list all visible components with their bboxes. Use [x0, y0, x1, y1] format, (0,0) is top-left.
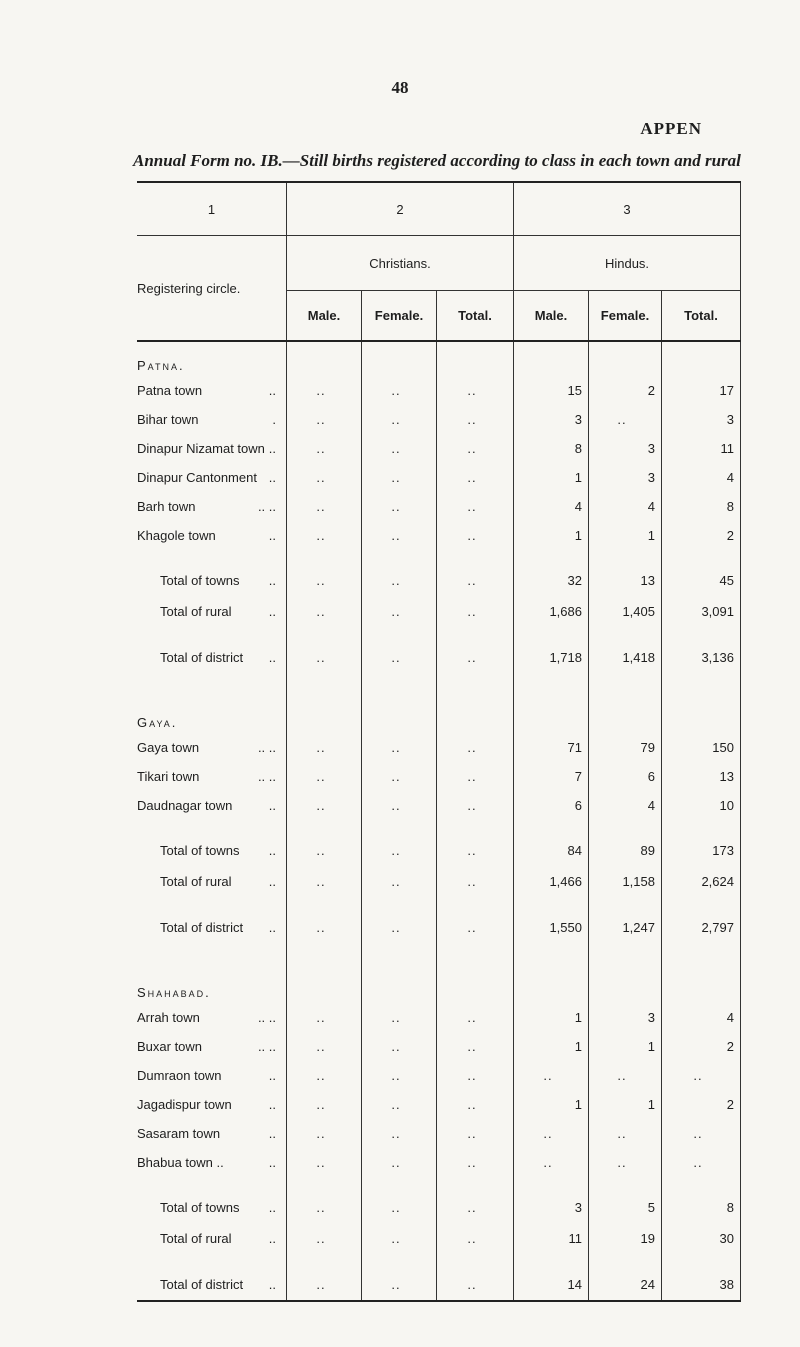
row-label-text: Total of district [160, 920, 244, 935]
spacer-row [137, 1177, 741, 1192]
value-cell: .. [437, 1032, 514, 1061]
value-cell: .. [437, 1269, 514, 1301]
district-header-row [137, 341, 741, 376]
value-cell: .. [437, 376, 514, 405]
value-cell: .. [362, 912, 437, 943]
value-cell: .. [437, 642, 514, 673]
row-label [137, 463, 287, 492]
row-label-text: Total of towns [160, 843, 240, 858]
value-cell: .. [437, 521, 514, 550]
leader-dots: .. [268, 528, 276, 543]
row-label [137, 1192, 287, 1223]
value-cell: .. [287, 1090, 362, 1119]
value-cell: 71 [514, 733, 589, 762]
value-cell: .. [287, 733, 362, 762]
row-label [137, 565, 287, 596]
row-label-text: Tikari town [137, 769, 200, 784]
column-number-3: 3 [514, 183, 741, 236]
value-cell: 1 [514, 1003, 589, 1032]
subheader-christian-total: Total. [437, 291, 514, 342]
subheader-christian-female: Female. [362, 291, 437, 342]
value-cell: .. [662, 1119, 741, 1148]
value-cell: .. [362, 733, 437, 762]
value-cell: 32 [514, 565, 589, 596]
value-cell: 38 [662, 1269, 741, 1301]
value-cell: .. [287, 1192, 362, 1223]
leader-dots: .. [268, 843, 276, 858]
value-cell: 1 [514, 1090, 589, 1119]
value-cell: .. [437, 1061, 514, 1090]
spacer-row [137, 1254, 741, 1269]
row-label-text: Total of district [160, 1277, 244, 1292]
value-cell: .. [437, 1119, 514, 1148]
bottom-rule [137, 1301, 741, 1302]
value-cell: .. [362, 791, 437, 820]
value-cell: .. [514, 1119, 589, 1148]
value-cell: .. [362, 1148, 437, 1177]
value-cell: 45 [662, 565, 741, 596]
row-label [137, 1090, 287, 1119]
registering-circle-label: Registering circle. [137, 280, 241, 296]
still-births-table [137, 181, 741, 1302]
value-cell: .. [437, 912, 514, 943]
table-row [137, 1003, 741, 1032]
value-cell: 1,158 [589, 866, 662, 897]
row-label [137, 434, 287, 463]
value-cell: 3 [589, 434, 662, 463]
row-label [137, 405, 287, 434]
value-cell: 3 [589, 463, 662, 492]
value-cell: 1 [514, 463, 589, 492]
row-label [137, 376, 287, 405]
row-label [137, 733, 287, 762]
leader-dots: .. [268, 383, 276, 398]
value-cell: 2 [662, 1090, 741, 1119]
row-label [137, 1032, 287, 1061]
value-cell: 13 [589, 565, 662, 596]
leader-dots: .. [268, 441, 276, 456]
table-row [137, 405, 741, 434]
value-cell: 2,797 [662, 912, 741, 943]
value-cell: 8 [662, 1192, 741, 1223]
column-number-1: 1 [207, 201, 216, 217]
value-cell: .. [589, 1119, 662, 1148]
value-cell: .. [362, 1003, 437, 1032]
value-cell: 4 [662, 1003, 741, 1032]
total-row [137, 642, 741, 673]
value-cell: 4 [589, 492, 662, 521]
value-cell: 1 [589, 1090, 662, 1119]
value-cell: 1,418 [589, 642, 662, 673]
row-label [137, 1003, 287, 1032]
table-row [137, 791, 741, 820]
value-cell: .. [287, 1032, 362, 1061]
value-cell: 1,686 [514, 596, 589, 627]
value-cell: .. [287, 521, 362, 550]
value-cell: .. [437, 1003, 514, 1032]
total-row [137, 912, 741, 943]
value-cell: .. [362, 1269, 437, 1301]
value-cell: .. [362, 521, 437, 550]
value-cell: .. [437, 866, 514, 897]
value-cell: .. [662, 1148, 741, 1177]
total-row [137, 866, 741, 897]
subheader-hindu-male: Male. [514, 291, 589, 342]
value-cell: .. [287, 642, 362, 673]
row-label [137, 1269, 287, 1301]
value-cell: .. [437, 835, 514, 866]
value-cell: 8 [662, 492, 741, 521]
spacer-row [137, 550, 741, 565]
value-cell: .. [287, 1119, 362, 1148]
leader-dots: .. .. [257, 499, 276, 514]
row-label-text: Total of rural [160, 1231, 232, 1246]
leader-dots: . [272, 412, 276, 427]
table-row [137, 1061, 741, 1090]
value-cell: 1,405 [589, 596, 662, 627]
value-cell: .. [287, 405, 362, 434]
spacer-row [137, 897, 741, 912]
page-number: 48 [391, 78, 409, 97]
value-cell: 3 [514, 1192, 589, 1223]
table-row [137, 762, 741, 791]
value-cell: 11 [662, 434, 741, 463]
subheader-hindu-total: Total. [662, 291, 741, 342]
total-row [137, 1192, 741, 1223]
total-row [137, 1269, 741, 1301]
row-label-text: Gaya town [137, 740, 200, 755]
value-cell: .. [437, 762, 514, 791]
total-row [137, 565, 741, 596]
row-label [137, 791, 287, 820]
value-cell: .. [362, 1223, 437, 1254]
value-cell: 6 [589, 762, 662, 791]
value-cell: 3,091 [662, 596, 741, 627]
value-cell: .. [362, 762, 437, 791]
value-cell: .. [287, 1061, 362, 1090]
leader-dots: .. .. [257, 1039, 276, 1054]
value-cell: .. [287, 835, 362, 866]
leader-dots: .. [268, 1097, 276, 1112]
value-cell: .. [287, 1223, 362, 1254]
row-label [137, 492, 287, 521]
row-label-text: Dinapur Cantonment [137, 470, 257, 485]
spacer-row [137, 820, 741, 835]
value-cell: .. [589, 1061, 662, 1090]
value-cell: 7 [514, 762, 589, 791]
value-cell: .. [287, 866, 362, 897]
district-header-row [137, 969, 741, 1003]
leader-dots: .. .. [257, 1010, 276, 1025]
district-name: Shahabad. [137, 985, 211, 1000]
row-label-text: Dumraon town [137, 1068, 222, 1083]
row-label [137, 596, 287, 627]
value-cell: .. [287, 912, 362, 943]
value-cell: .. [437, 1192, 514, 1223]
value-cell: .. [287, 1148, 362, 1177]
group-header-row [137, 236, 741, 291]
row-label [137, 642, 287, 673]
row-label-text: Sasaram town [137, 1126, 221, 1141]
table-row [137, 733, 741, 762]
value-cell: .. [287, 1269, 362, 1301]
group-header-hindus: Hindus. [514, 236, 741, 291]
value-cell: 15 [514, 376, 589, 405]
row-label [137, 866, 287, 897]
value-cell: .. [362, 1090, 437, 1119]
leader-dots: .. [268, 604, 276, 619]
row-label [137, 835, 287, 866]
value-cell: .. [287, 376, 362, 405]
row-label-text: Total of towns [160, 573, 240, 588]
value-cell: 17 [662, 376, 741, 405]
row-label [137, 1148, 287, 1177]
value-cell: .. [437, 1148, 514, 1177]
district-name: Patna. [137, 358, 185, 373]
value-cell: 84 [514, 835, 589, 866]
value-cell: .. [437, 791, 514, 820]
row-label-text: Patna town [137, 383, 203, 398]
value-cell: 6 [514, 791, 589, 820]
value-cell: .. [589, 405, 662, 434]
value-cell: .. [362, 376, 437, 405]
value-cell: 89 [589, 835, 662, 866]
value-cell: 3 [589, 1003, 662, 1032]
value-cell: .. [362, 866, 437, 897]
value-cell: .. [362, 463, 437, 492]
value-cell: .. [514, 1148, 589, 1177]
value-cell: .. [287, 463, 362, 492]
value-cell: 1 [514, 1032, 589, 1061]
value-cell: .. [362, 405, 437, 434]
table-row [137, 1119, 741, 1148]
row-label-text: Daudnagar town [137, 798, 233, 813]
row-label-text: Dinapur Nizamat town [137, 441, 265, 456]
value-cell: .. [662, 1061, 741, 1090]
value-cell: .. [437, 733, 514, 762]
row-label-text: Total of towns [160, 1200, 240, 1215]
table-row [137, 1032, 741, 1061]
row-label-text: Arrah town [137, 1010, 200, 1025]
value-cell: .. [437, 565, 514, 596]
table-row [137, 492, 741, 521]
leader-dots: .. [268, 470, 276, 485]
value-cell: .. [362, 596, 437, 627]
value-cell: .. [287, 565, 362, 596]
row-label [137, 521, 287, 550]
row-label-text: Total of rural [160, 874, 232, 889]
value-cell: .. [437, 596, 514, 627]
value-cell: 1 [514, 521, 589, 550]
leader-dots: .. [268, 798, 276, 813]
total-row [137, 835, 741, 866]
subheader-hindu-female: Female. [589, 291, 662, 342]
row-label-text: Khagole town [137, 528, 216, 543]
value-cell: 4 [662, 463, 741, 492]
value-cell: .. [362, 1192, 437, 1223]
value-cell: 1,718 [514, 642, 589, 673]
table-row [137, 463, 741, 492]
spacer-row [137, 943, 741, 969]
value-cell: 4 [589, 791, 662, 820]
value-cell: 2 [589, 376, 662, 405]
district-header-row [137, 699, 741, 733]
value-cell: .. [287, 1003, 362, 1032]
row-label [137, 1119, 287, 1148]
row-label-text: Bihar town [137, 412, 199, 427]
value-cell: 13 [662, 762, 741, 791]
district-name: Gaya. [137, 715, 178, 730]
value-cell: 4 [514, 492, 589, 521]
table-title: Annual Form no. IB.—Still births registered according to class in each town and rural [133, 151, 741, 170]
row-label [137, 1061, 287, 1090]
leader-dots: .. [268, 1155, 276, 1170]
table-row [137, 1090, 741, 1119]
spacer-row [137, 627, 741, 642]
value-cell: 2 [662, 521, 741, 550]
value-cell: 10 [662, 791, 741, 820]
value-cell: 150 [662, 733, 741, 762]
total-row [137, 596, 741, 627]
value-cell: 3 [514, 405, 589, 434]
column-number-2: 2 [287, 183, 514, 236]
leader-dots: .. [268, 1126, 276, 1141]
value-cell: .. [362, 492, 437, 521]
value-cell: 11 [514, 1223, 589, 1254]
value-cell: .. [362, 835, 437, 866]
row-label-text: Barh town [137, 499, 196, 514]
leader-dots: .. [268, 1231, 276, 1246]
value-cell: .. [437, 434, 514, 463]
table-row [137, 376, 741, 405]
row-label [137, 912, 287, 943]
value-cell: .. [437, 1223, 514, 1254]
value-cell: .. [362, 642, 437, 673]
value-cell: 3 [662, 405, 741, 434]
value-cell: .. [362, 1032, 437, 1061]
group-header-christians: Christians. [287, 236, 514, 291]
value-cell: .. [362, 565, 437, 596]
value-cell: .. [287, 492, 362, 521]
leader-dots: .. [268, 650, 276, 665]
value-cell: .. [362, 1119, 437, 1148]
leader-dots: .. [268, 573, 276, 588]
value-cell: .. [437, 1090, 514, 1119]
value-cell: 1,550 [514, 912, 589, 943]
leader-dots: .. [268, 874, 276, 889]
value-cell: 2 [662, 1032, 741, 1061]
value-cell: 30 [662, 1223, 741, 1254]
value-cell: 14 [514, 1269, 589, 1301]
row-label-text: Total of rural [160, 604, 232, 619]
value-cell: .. [437, 463, 514, 492]
row-label-text: Buxar town [137, 1039, 203, 1054]
value-cell: 5 [589, 1192, 662, 1223]
table-row [137, 1148, 741, 1177]
leader-dots: .. [268, 920, 276, 935]
spacer-row [137, 673, 741, 699]
value-cell: .. [362, 434, 437, 463]
value-cell: 24 [589, 1269, 662, 1301]
value-cell: 19 [589, 1223, 662, 1254]
value-cell: .. [287, 434, 362, 463]
value-cell: 8 [514, 434, 589, 463]
value-cell: 1,247 [589, 912, 662, 943]
value-cell: 3,136 [662, 642, 741, 673]
table-row [137, 434, 741, 463]
row-label [137, 1223, 287, 1254]
leader-dots: .. [268, 1277, 276, 1292]
value-cell: 1 [589, 1032, 662, 1061]
leader-dots: .. [268, 1068, 276, 1083]
value-cell: 79 [589, 733, 662, 762]
value-cell: .. [514, 1061, 589, 1090]
running-head: APPEN [640, 119, 702, 138]
leader-dots: .. [268, 1200, 276, 1215]
value-cell: 173 [662, 835, 741, 866]
registering-circle-header [137, 236, 287, 342]
row-label-text: Bhabua town .. [137, 1155, 224, 1170]
value-cell: .. [287, 762, 362, 791]
leader-dots: .. .. [257, 740, 276, 755]
value-cell: .. [437, 405, 514, 434]
total-row [137, 1223, 741, 1254]
table-row [137, 521, 741, 550]
row-label-text: Jagadispur town [137, 1097, 232, 1112]
value-cell: .. [437, 492, 514, 521]
value-cell: .. [589, 1148, 662, 1177]
row-label-text: Total of district [160, 650, 244, 665]
value-cell: 2,624 [662, 866, 741, 897]
subheader-christian-male: Male. [287, 291, 362, 342]
value-cell: 1,466 [514, 866, 589, 897]
column-number-row [137, 183, 741, 236]
value-cell: 1 [589, 521, 662, 550]
row-label [137, 762, 287, 791]
value-cell: .. [287, 791, 362, 820]
leader-dots: .. .. [257, 769, 276, 784]
value-cell: .. [287, 596, 362, 627]
value-cell: .. [362, 1061, 437, 1090]
